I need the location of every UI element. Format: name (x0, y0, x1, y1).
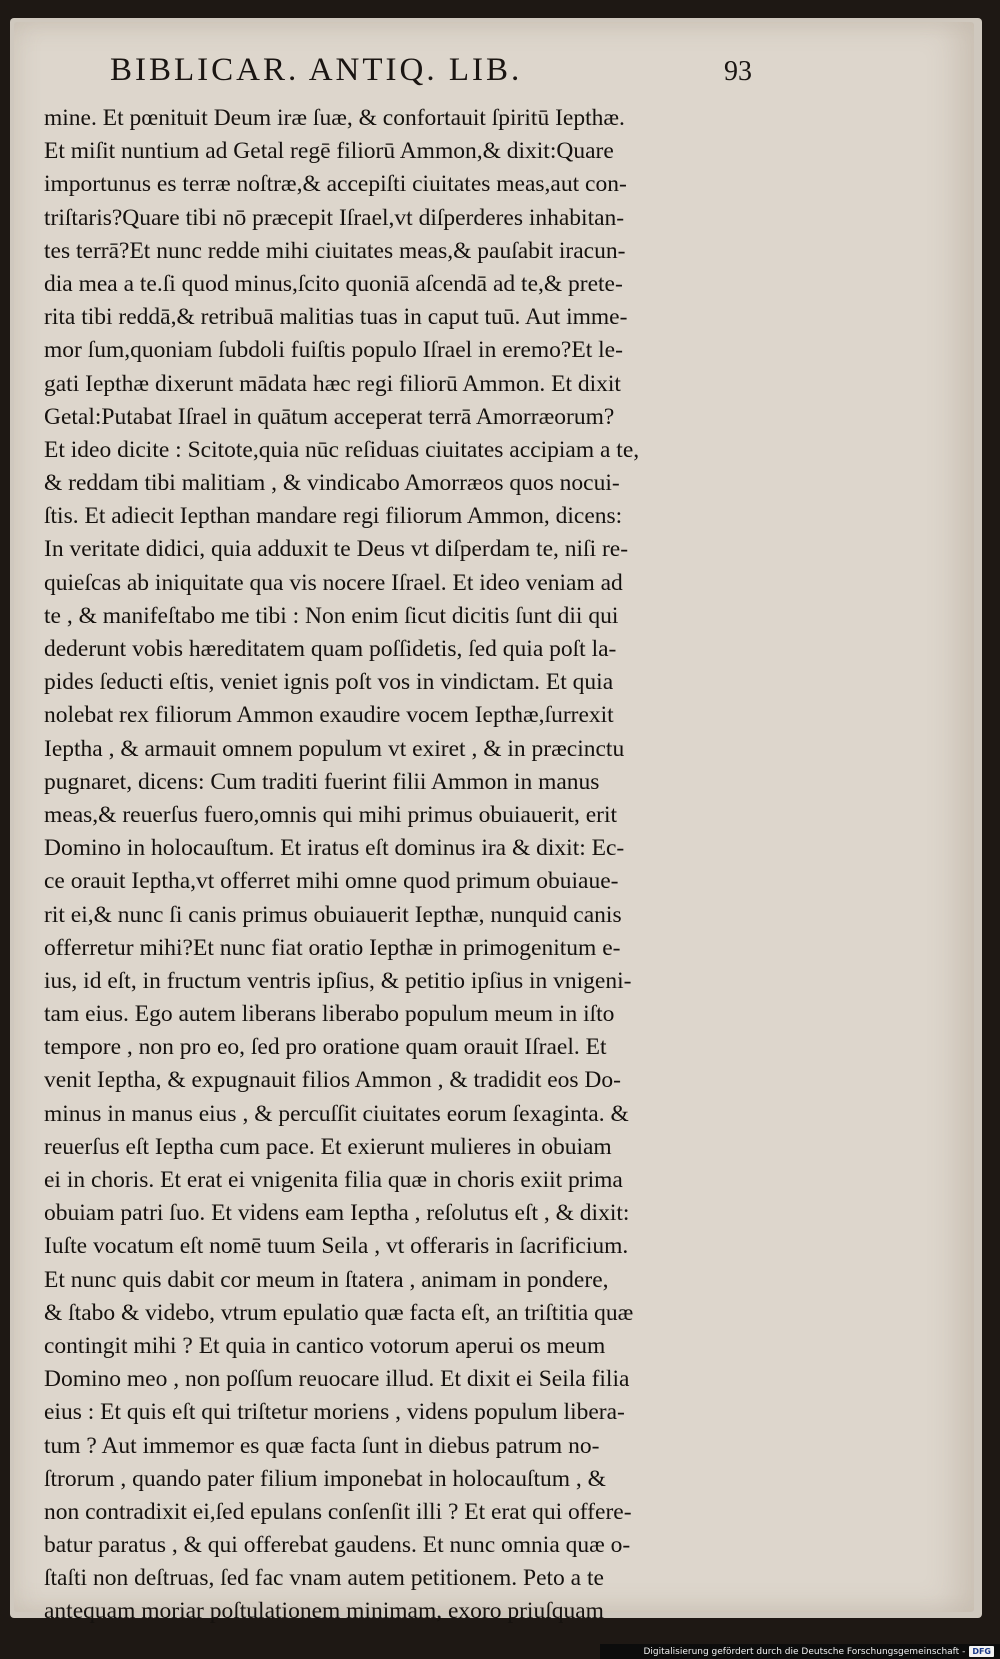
text-line: antequam moriar poſtulationem minimam, exoro priuſquam (44, 1598, 604, 1625)
text-line: batur paratus , & qui offerebat gaudens. Et nunc omnia quæ o- (44, 1532, 631, 1559)
dfg-logo: DFG (969, 1646, 994, 1657)
text-line: Domino in holocauſtum. Et iratus eſt dominus ira & dixit: Ec- (44, 835, 625, 862)
footer-credit: Digitalisierung gefördert durch die Deutsche Forschungsgemeinschaft - (643, 1646, 966, 1657)
text-line: ſtis. Et adiecit Iepthan mandare regi filiorum Ammon, dicens: (44, 503, 623, 530)
page-number: 93 (724, 56, 752, 87)
text-line: gati Iepthæ dixerunt mādata hæc regi filiorū Ammon. Et dixit (44, 370, 621, 397)
text-line: te , & manifeſtabo me tibi : Non enim ſicut dicitis ſunt dii qui (44, 602, 619, 629)
text-line: mor ſum,quoniam ſubdoli fuiſtis populo Iſrael in eremo?Et le- (44, 337, 623, 364)
text-line: Et ideo dicite : Scitote,quia nūc reſiduas ciuitates accipiam a te, (44, 436, 640, 463)
text-line: ſtaſti non deſtruas, ſed fac vnam autem petitionem. Peto a te (44, 1565, 604, 1592)
text-line: Getal:Putabat Iſrael in quātum acceperat terrā Amorræorum? (44, 403, 615, 430)
text-line: tum ? Aut immemor es quæ facta ſunt in diebus patrum no- (44, 1432, 600, 1459)
text-line: & reddam tibi malitiam , & vindicabo Amorræos quos nocui- (44, 470, 620, 497)
text-line: eius : Et quis eſt qui triſtetur moriens , videns populum libera- (44, 1399, 625, 1426)
text-line: non contradixit ei,ſed epulans conſenſit illi ? Et erat qui offere- (44, 1498, 632, 1525)
text-line: minus in manus eius , & percuſſit ciuitates eorum ſexaginta. & (44, 1100, 629, 1127)
text-line: ſtrorum , quando pater filium imponebat in holocauſtum , & (44, 1465, 606, 1492)
text-line: tempore , non pro eo, ſed pro oratione quam orauit Iſrael. Et (44, 1034, 607, 1061)
body-text (44, 102, 789, 1629)
text-line: rit ei,& nunc ſi canis primus obuiauerit Iepthæ, nunquid canis (44, 901, 622, 928)
text-line: Ieptha , & armauit omnem populum vt exiret , & in præcinctu (44, 735, 625, 762)
running-title: BIBLICAR. ANTIQ. LIB. (110, 52, 523, 88)
text-line: dederunt vobis hæreditatem quam poſſidetis, ſed quia poſt la- (44, 636, 617, 662)
text-line: nolebat rex filiorum Ammon exaudire vocem Iepthæ,ſurrexit (44, 702, 614, 729)
text-line: dia mea a te.ſi quod minus,ſcito quoniā aſcendā ad te,& prete- (44, 270, 623, 297)
text-line: tam eius. Ego autem liberans liberabo populum meum in iſto (44, 1001, 615, 1028)
text-line: ius, id eſt, in fructum ventris ipſius, & petitio ipſius in vnigeni- (44, 967, 632, 994)
text-line: & ſtabo & videbo, vtrum epulatio quæ facta eſt, an triſtitia quæ (44, 1299, 634, 1326)
text-line: ce orauit Ieptha,vt offerret mihi omne quod primum obuiaue- (44, 868, 619, 895)
text-line: mine. Et pœnituit Deum iræ ſuæ, & confortauit ſpiritū Iepthæ. (44, 105, 625, 131)
text-line: In veritate didici, quia adduxit te Deus vt diſperdam te, niſi re- (44, 536, 629, 563)
text-line: Domino meo , non poſſum reuocare illud. Et dixit ei Seila filia (44, 1366, 630, 1393)
text-line: Et miſit nuntium ad Getal regē filiorū Ammon,& dixit:Quare (44, 138, 614, 165)
text-line: Iuſte vocatum eſt nomē tuum Seila , vt offeraris in ſacrificium. (44, 1233, 629, 1260)
text-line: venit Ieptha, & expugnauit filios Ammon , & tradidit eos Do- (44, 1067, 621, 1094)
text-line: obuiam patri ſuo. Et videns eam Ieptha , reſolutus eſt , & dixit: (44, 1200, 630, 1227)
text-line: triſtaris?Quare tibi nō præcepit Iſrael,vt diſperderes inhabitan- (44, 204, 625, 231)
footer-bar (600, 1644, 1000, 1659)
text-line: offerretur mihi?Et nunc fiat oratio Iepthæ in primogenitum e- (44, 934, 621, 961)
text-line: pugnaret, dicens: Cum traditi fuerint filii Ammon in manus (44, 768, 600, 795)
text-line: ei in choris. Et erat ei vnigenita filia quæ in choris exiit prima (44, 1167, 623, 1193)
text-line: meas,& reuerſus fuero,omnis qui mihi primus obuiauerit, erit (44, 801, 618, 828)
text-line: Et nunc quis dabit cor meum in ſtatera , animam in pondere, (44, 1266, 609, 1293)
text-line: rita tibi reddā,& retribuā malitias tuas in caput tuū. Aut imme- (44, 304, 628, 331)
text-line: tes terrā?Et nunc redde mihi ciuitates meas,& pauſabit iracun- (44, 237, 626, 264)
text-line: pides ſeducti eſtis, veniet ignis poſt vos in vindictam. Et quia (44, 669, 614, 696)
text-line: importunus es terræ noſtræ,& accepiſti ciuitates meas,aut con- (44, 171, 627, 198)
text-line: contingit mihi ? Et quia in cantico votorum aperui os meum (44, 1332, 606, 1359)
text-line: reuerſus eſt Ieptha cum pace. Et exierunt mulieres in obuiam (44, 1133, 612, 1160)
text-line: quieſcas ab iniquitate qua vis nocere Iſrael. Et ideo veniam ad (44, 569, 623, 596)
